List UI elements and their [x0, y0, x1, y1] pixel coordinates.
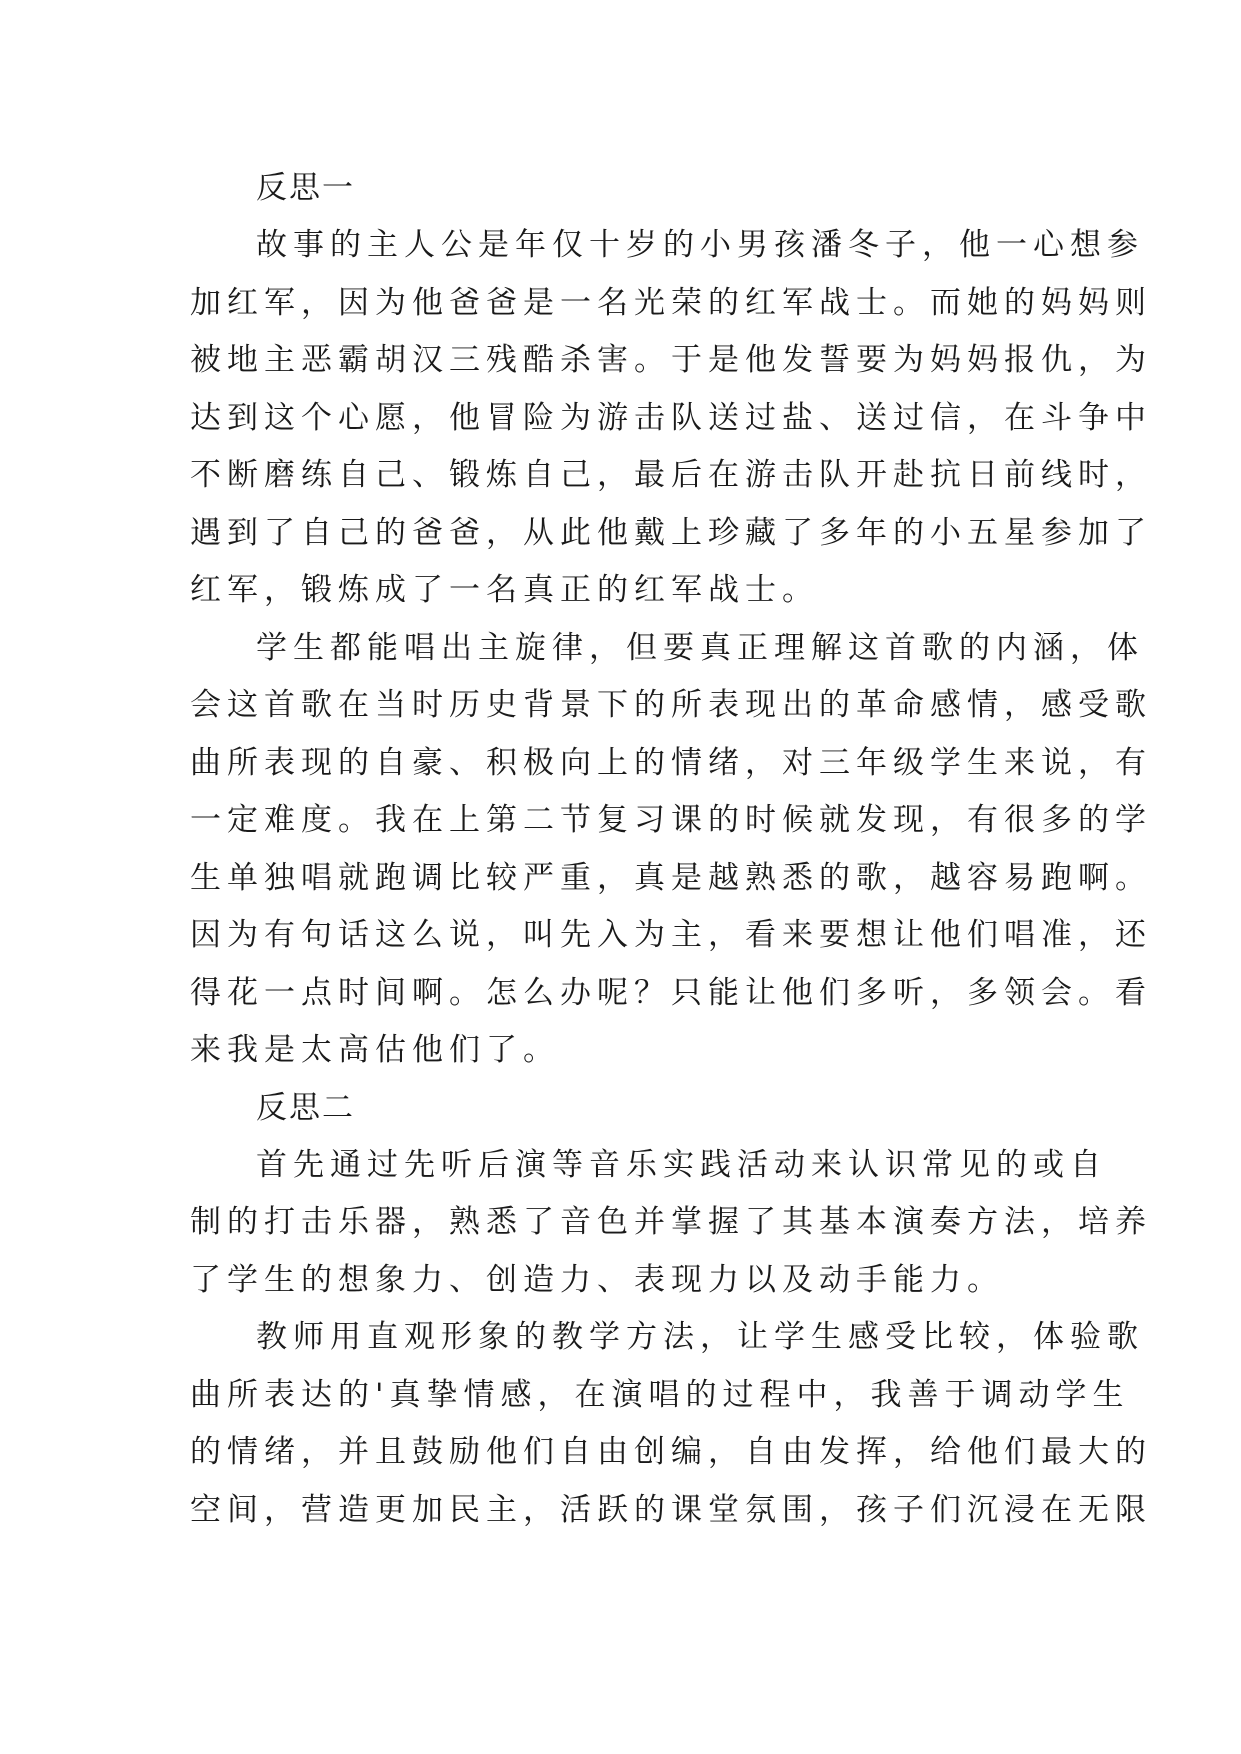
paragraph-line: 的情绪，并且鼓励他们自由创编，自由发挥，给他们最大的 — [190, 1434, 1152, 1470]
paragraph-line: 来我是太高估他们了。 — [190, 1032, 560, 1068]
section-heading: 反思二 — [256, 1089, 355, 1126]
paragraph-line: 得花一点时间啊。怎么办呢？只能让他们多听，多领会。看 — [190, 974, 1152, 1011]
paragraph-line: 因为有句话这么说，叫先入为主，看来要想让他们唱准，还 — [190, 917, 1152, 953]
paragraph-line: 红军，锻炼成了一名真正的红军战士。 — [190, 572, 819, 608]
paragraph — [190, 217, 1152, 620]
paragraph-line: 加红军，因为他爸爸是一名光荣的红军战士。而她的妈妈则 — [190, 284, 1152, 321]
section-heading: 反思一 — [256, 170, 355, 206]
paragraph-line: 首先通过先听后演等音乐实践活动来认识常见的或自 — [256, 1146, 1107, 1183]
paragraph-line: 遇到了自己的爸爸，从此他戴上珍藏了多年的小五星参加了 — [190, 514, 1152, 551]
section-reflection-2 — [190, 1080, 1152, 1540]
paragraph-line: 达到这个心愿，他冒险为游击队送过盐、送过信，在斗争中 — [190, 399, 1152, 436]
paragraph — [190, 620, 1152, 1080]
paragraph-line: 了学生的想象力、创造力、表现力以及动手能力。 — [190, 1261, 1004, 1298]
paragraph-line: 会这首歌在当时历史背景下的所表现出的革命感情，感受歌 — [190, 687, 1152, 723]
paragraph-line: 教师用直观形象的教学方法，让学生感受比较，体验歌 — [256, 1319, 1144, 1355]
paragraph-line: 学生都能唱出主旋律，但要真正理解这首歌的内涵，体 — [256, 629, 1144, 666]
paragraph-line: 生单独唱就跑调比较严重，真是越熟悉的歌，越容易跑啊。 — [190, 859, 1152, 896]
paragraph-line: 一定难度。我在上第二节复习课的时候就发现，有很多的学 — [190, 802, 1152, 838]
paragraph-line: 故事的主人公是年仅十岁的小男孩潘冬子，他一心想参 — [256, 227, 1144, 263]
document-body — [190, 160, 1152, 1539]
paragraph — [190, 1309, 1152, 1539]
paragraph-line: 不断磨练自己、锻炼自己，最后在游击队开赴抗日前线时， — [190, 457, 1152, 493]
paragraph-line: 制的打击乐器，熟悉了音色并掌握了其基本演奏方法，培养 — [190, 1204, 1152, 1240]
paragraph-line: 曲所表现的自豪、积极向上的情绪，对三年级学生来说，有 — [190, 744, 1152, 781]
paragraph — [190, 1137, 1152, 1310]
section-reflection-1 — [190, 160, 1152, 1080]
paragraph-line: 曲所表达的'真挚情感，在演唱的过程中，我善于调动学生 — [190, 1376, 1130, 1413]
paragraph-line: 被地主恶霸胡汉三残酷杀害。于是他发誓要为妈妈报仇，为 — [190, 342, 1152, 378]
paragraph-line: 空间，营造更加民主，活跃的课堂氛围，孩子们沉浸在无限 — [190, 1491, 1152, 1528]
